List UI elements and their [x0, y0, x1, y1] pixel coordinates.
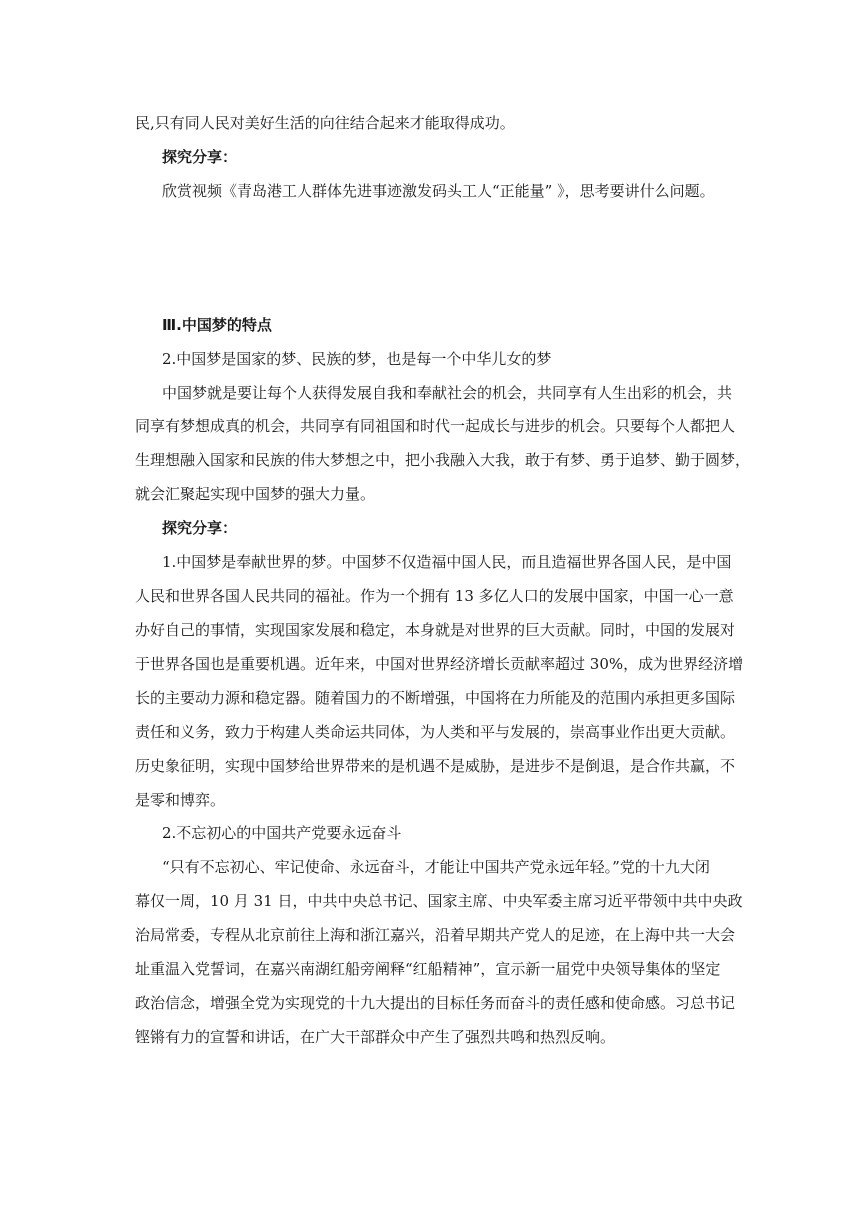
- paragraph-3-line: 是零和博弈。: [135, 791, 226, 809]
- paragraph-2-line: 就会汇聚起实现中国梦的强大力量。: [135, 485, 376, 503]
- paragraph-3-line: 办好自己的事情，实现国家发展和稳定，本身就是对世界的巨大贡献。同时，中国的发展对: [135, 621, 736, 639]
- section-heading: Ⅲ.中国梦的特点: [162, 316, 272, 334]
- paragraph-4-line: 址重温入党誓词，在嘉兴南湖红船旁阐释“红船精神”，宣示新一届党中央领导集体的坚定: [135, 960, 721, 978]
- paragraph-3-line: 于世界各国也是重要机遇。近年来，中国对世界经济增长贡献率超过 30%，成为世界经济增: [135, 655, 744, 673]
- point-title-2: 2.中国梦是国家的梦、民族的梦，也是每一个中华儿女的梦: [162, 350, 552, 368]
- paragraph-4-line: 治局常委，专程从北京前往上海和浙江嘉兴，沿着早期共产党人的足迹，在上海中共一大会: [135, 926, 736, 944]
- paragraph-3-line: 长的主要动力源和稳定器。随着国力的不断增强，中国将在力所能及的范围内承担更多国际: [135, 689, 736, 707]
- paragraph-3-line: 责任和义务，致力于构建人类命运共同体，为人类和平与发展的，崇高事业作出更大贡献。: [135, 723, 736, 741]
- share-heading-1: 探究分享：: [162, 148, 238, 166]
- paragraph-3-line: 人民和世界各国人民共同的福祉。作为一个拥有 13 多亿人口的发展中国家，中国一心一意: [135, 587, 734, 605]
- paragraph-4-line: 政治信念，增强全党为实现党的十九大提出的目标任务而奋斗的责任感和使命感。习总书记: [135, 994, 736, 1012]
- share-heading-2: 探究分享：: [162, 519, 238, 537]
- paragraph-3-line: 历史象征明，实现中国梦给世界带来的是机遇不是威胁，是进步不是倒退，是合作共赢，不: [135, 757, 736, 775]
- paragraph-4-line: 铿锵有力的宣誓和讲话，在广大干部群众中产生了强烈共鸣和热烈反响。: [135, 1028, 616, 1046]
- paragraph-2-line: 生理想融入国家和民族的伟大梦想之中，把小我融入大我，敢于有梦、勇于追梦、勤于圆梦，: [135, 451, 751, 469]
- paragraph-2-line: 中国梦就是要让每个人获得发展自我和奉献社会的机会，共同享有人生出彩的机会，共: [162, 384, 733, 402]
- paragraph-4-line: “只有不忘初心、牢记使命、永远奋斗，才能让中国共产党永远年轻。”党的十九大闭: [162, 858, 710, 876]
- share-text-1: 欣赏视频《青岛港工人群体先进事迹激发码头工人“正能量” 》，思考要讲什么问题。: [162, 182, 715, 200]
- paragraph-continuation: 民,只有同人民对美好生活的向往结合起来才能取得成功。: [135, 114, 515, 132]
- paragraph-2-line: 同享有梦想成真的机会，共同享有同祖国和时代一起成长与进步的机会。只要每个人都把人: [135, 417, 736, 435]
- paragraph-4-line: 幕仅一周，10 月 31 日，中共中央总书记、国家主席、中央军委主席习近平带领中共中央政: [135, 892, 743, 910]
- paragraph-3-line: 1.中国梦是奉献世界的梦。中国梦不仅造福中国人民，而且造福世界各国人民，是中国: [162, 553, 732, 571]
- point-title-3: 2.不忘初心的中国共产党要永远奋斗: [162, 824, 402, 842]
